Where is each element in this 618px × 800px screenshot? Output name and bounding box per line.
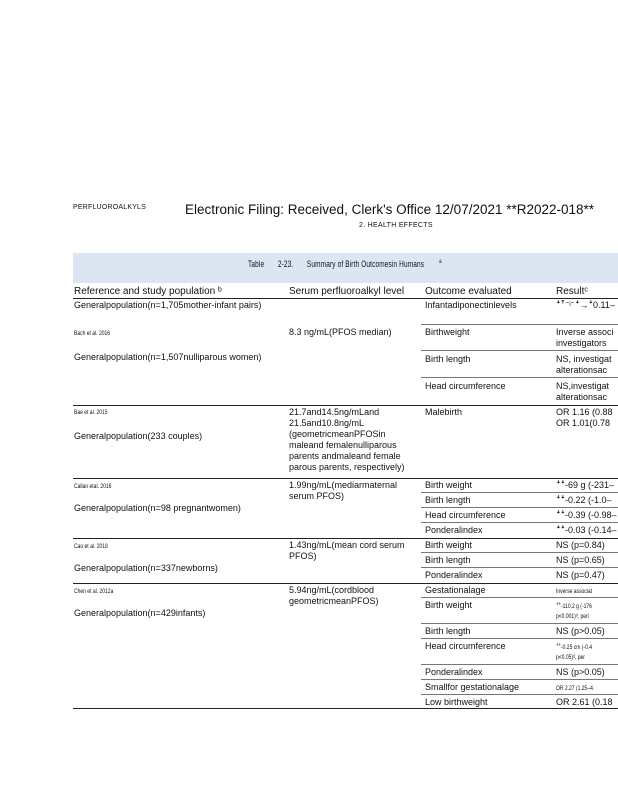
result-cell: NS (p=0.65) [556,555,605,565]
filing-stamp: Electronic Filing: Received, Clerk's Office 12/07/2021 **R2022-018** [185,202,595,217]
study-rule [73,405,618,406]
row-rule [421,679,618,680]
study-reference: Cao et al. 2018 [74,543,108,550]
header-rule [73,298,618,299]
result-cell: NS, investigat alterationsac [556,354,612,375]
result-cell: NS,investigat alterationsac [556,381,610,402]
study-population: Generalpopulation(233 couples) [74,431,203,441]
result-cell: Inverse associ investigators [556,327,614,348]
result-cell: NS (p>0.05) [556,626,605,636]
caption-footnote-marker: a [439,259,442,265]
study-reference: Chen et al. 2012a [74,588,114,595]
table-bottom-rule [73,708,618,709]
study-population: Generalpopulation(n=98 pregnantwomen) [74,503,241,513]
result-cell-continued: p<0.05)ᵈ, per [556,654,585,661]
result-cell: ꜜꜜ-110.2 g (-176 [556,603,592,610]
study-rule [73,538,618,539]
outcome-cell: Head circumference [425,641,506,651]
outcome-cell: Birth length [425,354,471,364]
outcome-cell: Ponderalindex [425,525,483,535]
column-header-result: Resultᶜ [556,286,588,297]
table-caption [248,259,442,269]
result-cell: OR 2.27 (1.25–4. [556,685,595,692]
study-reference: Bae et al. 2015 [74,409,108,416]
serum-cell: 5.94ng/mL(cordblood geometricmeanPFOS) [289,585,379,606]
row-rule [421,623,618,624]
column-header-serum: Serum perfluoroalkyl level [289,286,405,297]
outcome-cell: Birth weight [425,480,473,490]
result-cell: ꜜꜜ-0.39 (-0.98– [556,510,617,520]
row-rule [421,507,618,508]
outcome-cell: Ponderalindex [425,667,483,677]
serum-cell: 8.3 ng/mL(PFOS median) [289,327,392,337]
outcome-cell: Malebirth [425,407,463,417]
result-cell: NS (p>0.05) [556,667,605,677]
row-rule [421,597,618,598]
outcome-cell: Birthweight [425,327,470,337]
result-cell: NS (p=0.84) [556,540,605,550]
caption-table-word: Table [248,259,265,269]
caption-text: Summary of Birth Outcomesin Humans [306,259,425,269]
serum-cell: 1.99ng/mL(mediarmaternal serum PFOS) [289,480,398,501]
outcome-cell: Infantadiponectinlevels [425,300,517,310]
result-cell: ꜜꜜ-69 g (-231– [556,480,615,490]
caption-number: 2-23. [277,259,294,269]
row-rule [421,522,618,523]
column-header-reference: Reference and study population ᵇ [74,286,222,297]
result-cell: ꜜꜜ-0.03 (-0.14– [556,525,617,535]
study-population: Generalpopulation(n=1,507nulliparous women) [74,352,262,362]
result-cell: OR 2.61 (0.18 [556,697,613,707]
outcome-cell: Birth length [425,555,471,565]
study-population: Generalpopulation(n=337newborns) [74,563,218,573]
serum-cell: 1.43ng/mL(mean cord serum PFOS) [289,540,405,561]
result-cell: NS (p=0.47) [556,570,605,580]
outcome-cell: Birth length [425,495,471,505]
section-header: 2. HEALTH EFFECTS [359,222,433,229]
row-rule [421,567,618,568]
study-reference: Bach et al. 2016 [74,330,111,337]
row-rule [421,492,618,493]
result-cell: ꜜꜜ-0.25 cm (-0.4 [556,644,593,651]
outcome-cell: Ponderalindex [425,570,483,580]
outcome-cell: Birth weight [425,600,473,610]
row-rule [421,664,618,665]
serum-cell: 21.7and14.5ng/mLand 21.5and10.8ng/mL (geometricmeanPFOSin maleand femalenulliparous parents andmaleand female parous parents, respectively) [289,407,405,472]
outcome-cell: Birth length [425,626,471,636]
study-rule [73,478,618,479]
outcome-cell: Low birthweight [425,697,488,707]
row-rule [421,324,618,325]
row-rule [421,638,618,639]
study-reference: Callan etal. 2016 [74,483,112,490]
result-cell: Inverse associat [556,588,593,595]
result-cell: ꜜꜜ-0.22 (-1.0– [556,495,612,505]
outcome-cell: Head circumference [425,381,506,391]
outcome-cell: Smallfor gestationalage [425,682,520,692]
outcome-cell: Gestationalage [425,585,486,595]
outcome-cell: Birth weight [425,540,473,550]
column-header-outcome: Outcome evaluated [425,286,512,297]
table-caption-band [73,253,618,283]
row-rule [421,350,618,351]
outcome-cell: Head circumference [425,510,506,520]
running-header-title: PERFLUOROALKYLS [73,204,147,211]
result-cell: OR 1.16 (0.88 OR 1.01(0.78 [556,407,613,428]
row-rule [421,552,618,553]
study-population: Generalpopulation(n=429infants) [74,608,206,618]
row-rule [421,694,618,695]
study-rule [73,583,618,584]
result-cell-continued: p<0.001)ᵈ, peri [556,613,589,620]
row-rule [421,377,618,378]
study-population: Generalpopulation(n=1,705mother-infant pairs) [74,300,262,310]
result-cell: ꜜꜛ ̄ ͥ ̄ ꜜ→ꜜ0.11– [556,300,615,310]
